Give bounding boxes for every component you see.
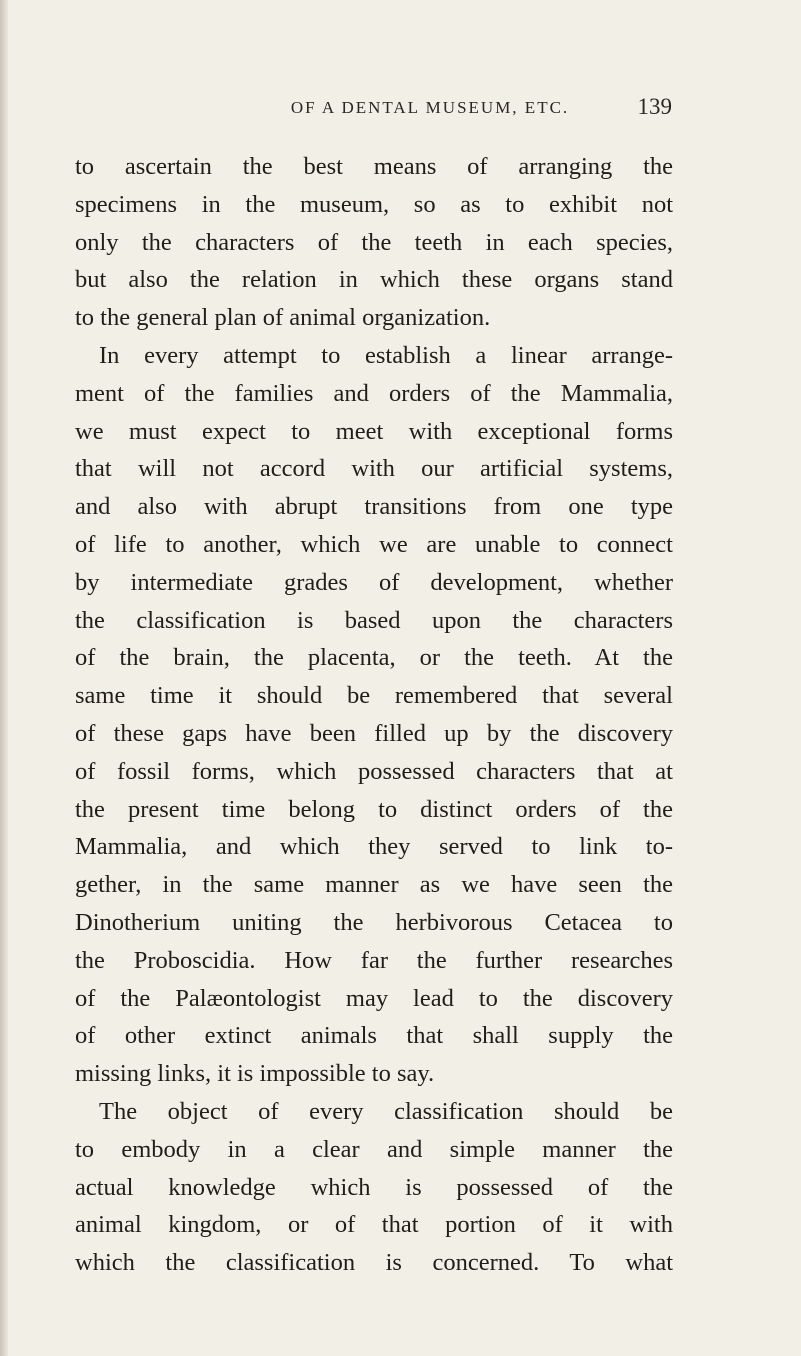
text-line: ment of the families and orders of the Mammalia, — [75, 379, 673, 407]
text-line: In every attempt to establish a linear arrange- — [99, 341, 673, 369]
text-line: missing links, it is impossible to say. — [75, 1060, 435, 1088]
text-line: the present time belong to distinct orders of the — [75, 795, 673, 823]
text-line: same time it should be remembered that several — [75, 682, 673, 710]
page-gutter-shadow — [0, 0, 8, 1356]
text-line: gether, in the same manner as we have seen the — [75, 871, 673, 899]
text-line: actual knowledge which is possessed of the — [75, 1173, 673, 1201]
text-line: but also the relation in which these organs stand — [75, 266, 673, 294]
text-line: we must expect to meet with exceptional forms — [75, 417, 673, 445]
page-number: 139 — [637, 94, 672, 119]
text-line: of the Palæontologist may lead to the discovery — [75, 984, 673, 1012]
text-line: Mammalia, and which they served to link to- — [75, 833, 673, 861]
text-line: the classification is based upon the characters — [75, 606, 673, 634]
text-line: and also with abrupt transitions from one type — [75, 493, 673, 521]
text-line: animal kingdom, or of that portion of it with — [75, 1211, 673, 1239]
text-line: of life to another, which we are unable to connect — [75, 530, 673, 558]
text-line: to the general plan of animal organization. — [75, 304, 491, 332]
text-line: which the classification is concerned. To what — [75, 1249, 673, 1277]
text-line: to ascertain the best means of arranging the — [75, 153, 673, 180]
text-line: of fossil forms, which possessed characters that at — [75, 757, 673, 785]
text-line: to embody in a clear and simple manner the — [75, 1135, 673, 1163]
running-header: OF A DENTAL MUSEUM, ETC. — [290, 98, 570, 117]
text-line: of these gaps have been filled up by the discovery — [75, 719, 673, 747]
text-line: The object of every classification should be — [99, 1097, 673, 1125]
text-line: by intermediate grades of development, whether — [75, 568, 673, 596]
body-text — [75, 148, 673, 1282]
text-line: the Proboscidia. How far the further researches — [75, 946, 673, 974]
text-line: only the characters of the teeth in each species, — [75, 228, 673, 256]
text-line: specimens in the museum, so as to exhibit not — [75, 190, 673, 218]
text-line: that will not accord with our artificial systems, — [75, 455, 673, 483]
text-line: Dinotherium uniting the herbivorous Cetacea to — [75, 908, 673, 936]
text-line: of the brain, the placenta, or the teeth. At the — [75, 644, 673, 672]
text-line: of other extinct animals that shall supply the — [75, 1022, 673, 1050]
